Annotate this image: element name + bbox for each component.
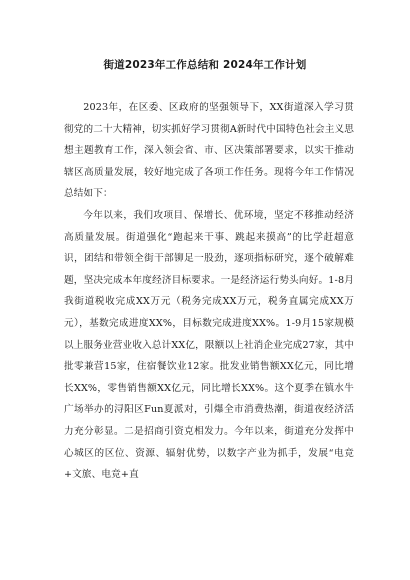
document-body — [64, 97, 354, 486]
paragraph-intro: 2023年，在区委、区政府的坚强领导下，XX街道深入学习贯彻党的二十大精神，切实抓好学习贯彻A新时代中国特色社会主义思想主题教育工作，深入领会省、市、区决策部署要求，以实干推动辖区高质量发展，较好地完成了各项工作任务。现将今年工作情况总结如下： — [64, 102, 354, 200]
paragraph-economy: 今年以来，我们攻项目、保增长、优环境，坚定不移推动经济高质量发展。街道强化“跑起来干事、跳起来摸高”的比学赶超意识，团结和带领全街干部铆足一股劲，逐项指标研究，逐个破解难题，坚决完成本年度经济目标要求。一是经济运行势头向好。1-8月我街道税收完成XX万元（税务完成XX万元，税务直属完成XX万元），基数完成进度XX%，目标数完成进度XX%。1-9月15家规模以上服务业营业收入总计XX亿，限额以上社消企业完成27家，其中批零兼营15家，住宿餐饮业12家。批发业销售额XX亿元，同比增长XX%，零售销售额XX亿元，同比增长XX%。这个夏季在镇水牛广场举办的浔阳区Fun夏派对，引爆全市消费热潮，街道夜经济活力充分彰显。二是招商引资克相发力。今年以来，街道充分发挥中心城区的区位、资源、辐射优势，以数字产业为抓手，发展“电竞+文旅、电竞+直 — [64, 209, 354, 481]
document-title: 街道2023年工作总结和 2024年工作计划 — [103, 59, 307, 71]
